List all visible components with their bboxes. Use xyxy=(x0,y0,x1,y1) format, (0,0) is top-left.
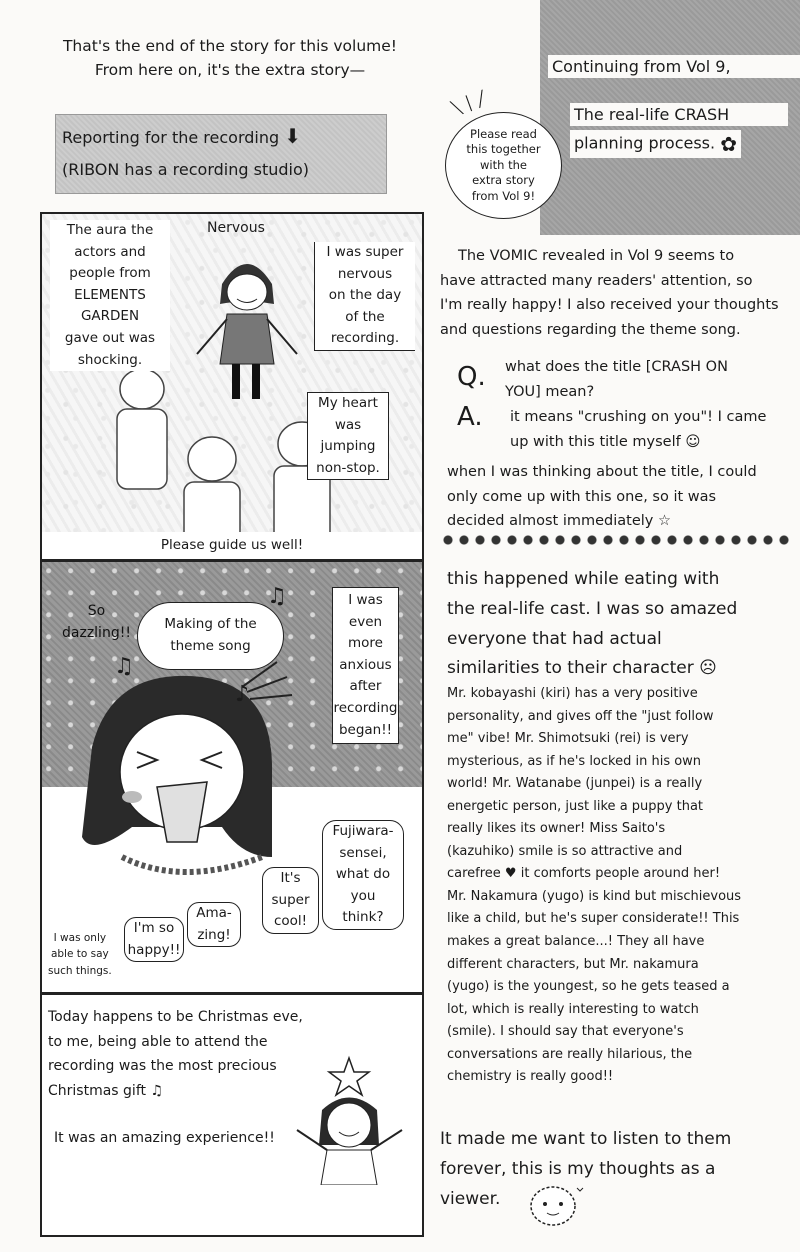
vomic-paragraph: The VOMIC revealed in Vol 9 seems to have attracted many readers' attention, so I'm really happy! I also received your thoughts and questions regarding the theme song. xyxy=(440,248,779,338)
only-able-caption: I was only able to say such things. xyxy=(48,932,112,977)
round-face-icon xyxy=(525,1180,585,1230)
question-text: what does the title [CRASH ON YOU] mean? xyxy=(505,359,728,400)
heart-caption: My heart was jumping non-stop. xyxy=(307,392,389,480)
cast-body: Mr. kobayashi (kiri) has a very positive personality, and gives off the "just follow me" vibe! Mr. Shimotsuki (rei) is very mysterious, as if he's locked in his own world! Mr. Watanabe (junpei) is a really energetic person, just like a puppy that really likes its owner! Miss Saito's (kazuhiko) smile is so attractive and carefree ♥ it comforts people around her! Mr. Nakamura (yugo) is kind but mischievous like a child, but he's super considerate!! This makes a great balance...! They all have different characters, but Mr. nakamura (yugo) is the youngest, so he gets teased a lot, which is really interesting to watch (smile). I should say that everyone's conversations are really hilarious, the chemistry is really good!! xyxy=(447,686,742,1085)
header-line-3-text: planning process. xyxy=(574,133,716,153)
bubble-line-5: from Vol 9! xyxy=(471,188,536,203)
closing-paragraph: It made me want to listen to them forever, this is my thoughts as a viewer. xyxy=(440,1129,732,1209)
comic-panel-1 xyxy=(40,212,424,561)
title-follow-paragraph: when I was thinking about the title, I could only come up with this one, so it was decided almost immediately ☆ xyxy=(447,464,757,530)
answer-text: it means "crushing on you"! I came up with this title myself ☺ xyxy=(510,409,767,450)
music-note-icon-3: ♪ xyxy=(235,682,250,707)
happy-girl-illustration xyxy=(287,1050,412,1185)
music-note-icon: ♫ xyxy=(267,584,287,609)
anxious-caption: I was even more anxious after recording began!! xyxy=(332,587,399,744)
bubble-line-4: extra story xyxy=(472,173,535,188)
q-letter: Q. xyxy=(457,362,486,392)
cast-intro: this happened while eating with the real-life cast. I was so amazed everyone that had actual similarities to their character ☹ xyxy=(447,569,738,679)
comic-panel-2 xyxy=(40,560,424,994)
smiley-icon: ☺ xyxy=(685,433,701,450)
flower-icon: ✿ xyxy=(720,132,737,156)
comic-panel-3 xyxy=(40,993,424,1237)
dazzling-text: So dazzling!! xyxy=(62,603,131,642)
making-of-cloud: Making of the theme song xyxy=(137,602,284,670)
super-nervous-caption: I was super nervous on the day of the recording. xyxy=(314,242,415,351)
aura-caption: The aura the actors and people from ELEMENTS GARDEN gave out was shocking. xyxy=(50,220,170,371)
music-note-icon-4: ♫ xyxy=(150,1082,164,1099)
recording-line-1-text: Reporting for the recording xyxy=(62,128,280,147)
experience-caption: It was an amazing experience!! xyxy=(54,1130,275,1146)
super-cool-bubble: It's super cool! xyxy=(262,867,319,934)
music-note-icon-2: ♫ xyxy=(114,654,134,679)
intro-line-2: From here on, it's the extra story— xyxy=(94,61,366,80)
guide-caption: Please guide us well! xyxy=(42,532,422,559)
recording-line-1 xyxy=(62,124,301,148)
note-bubble xyxy=(445,112,562,219)
intro-text xyxy=(40,34,420,82)
so-happy-bubble: I'm so happy!! xyxy=(124,917,184,962)
dotted-divider xyxy=(440,532,795,548)
amazed-face-icon: ☹ xyxy=(699,658,717,679)
bubble-line-1: Please read xyxy=(470,126,537,141)
fujiwara-bubble: Fujiwara- sensei, what do you think? xyxy=(322,820,404,930)
header-line-2: The real-life CRASH xyxy=(570,103,788,126)
header-line-3 xyxy=(570,130,741,158)
down-arrow-icon: ⬇ xyxy=(284,124,302,148)
bubble-line-3: with the xyxy=(480,157,527,172)
christmas-caption: Today happens to be Christmas eve, to me, being able to attend the recording was the most precious Christmas gift ♫ xyxy=(48,1009,303,1099)
intro-line-1: That's the end of the story for this volume! xyxy=(62,37,398,55)
emphasis-marks-icon: ╲ │ ╱ xyxy=(450,90,488,118)
header-line-1: Continuing from Vol 9, xyxy=(548,55,800,78)
a-letter: A. xyxy=(457,402,483,432)
star-icon: ☆ xyxy=(657,513,671,530)
nervous-label: Nervous xyxy=(207,220,265,236)
recording-line-2: (RIBON has a recording studio) xyxy=(62,160,309,179)
bubble-line-2: this together xyxy=(466,142,541,157)
nervous-girl-illustration xyxy=(192,244,302,414)
amazing-bubble: Ama- zing! xyxy=(187,902,241,947)
